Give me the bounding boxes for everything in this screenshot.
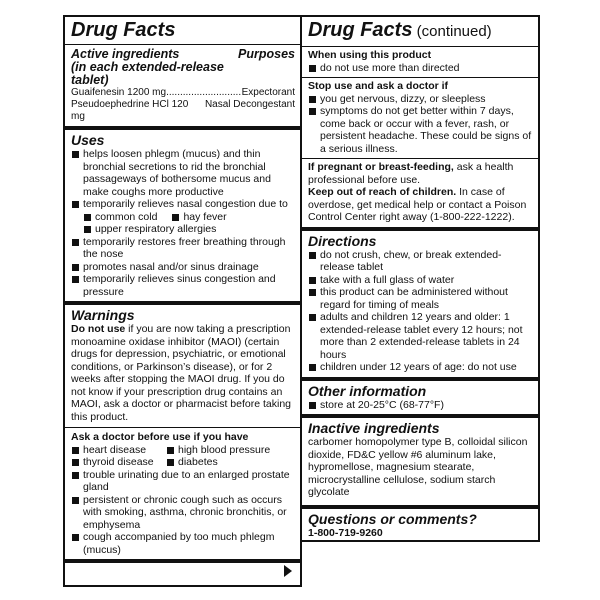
ingredient-name: Pseudoephedrine HCl 120 mg xyxy=(71,99,189,122)
uses-item: helps loosen phlegm (mucus) and thin bronchial secretions to rid the bronchial passageways of bothersome mucus and make coughs more productive xyxy=(71,148,295,198)
drug-facts-continued-title: Drug Facts (continued) xyxy=(308,19,492,41)
do-not-use-paragraph: Do not use if you are now taking a prescription monoamine oxidase inhibitor (MAOI) (certain drugs for depression, psychiatric, or emotional conditions, or Parkinson’s disease), or for 2 weeks after stopping the MAOI drug. If you do not know if your prescription drug contains an MAOI, ask a doctor or pharmacist before taking this product. xyxy=(71,323,292,423)
ingredient-name: Guaifenesin 1200 mg xyxy=(71,87,167,98)
directions-section xyxy=(302,231,538,381)
pregnancy-paragraph: If pregnant or breast-feeding, ask a health professional before use. xyxy=(308,161,514,186)
other-information-item: store at 20-25°C (68-77°F) xyxy=(308,399,533,412)
warnings-section xyxy=(65,305,300,563)
stop-use-item: you get nervous, dizzy, or sleepless xyxy=(308,93,533,106)
continue-arrow-icon xyxy=(284,565,292,577)
condition-item: cough accompanied by too much phlegm (mucus) xyxy=(71,531,295,556)
when-using-section xyxy=(302,47,538,78)
uses-heading: Uses xyxy=(71,132,105,148)
condition-item: persistent or chronic cough such as occurs with smoking, asthma, chronic bronchitis, or emphysema xyxy=(71,494,295,532)
ingredient-row xyxy=(71,99,295,123)
condition-item: high blood pressure xyxy=(166,444,295,457)
uses-subitem: common cold xyxy=(83,211,157,224)
questions-phone: 1-800-719-9260 xyxy=(308,526,383,539)
pregnancy-section xyxy=(302,159,538,231)
title-continued-section xyxy=(302,17,538,47)
directions-item: adults and children 12 years and older: 1 extended-release tablet every 12 hours; not more than 2 extended-release tablets in 24 hours xyxy=(308,311,533,361)
when-using-heading: When using this product xyxy=(308,49,432,61)
ingredient-row xyxy=(71,87,295,99)
inactive-ingredients-section xyxy=(302,418,538,509)
active-ingredients-heading: Active ingredients xyxy=(71,47,180,61)
stop-use-heading: Stop use and ask a doctor if xyxy=(308,80,449,92)
uses-subitem: hay fever xyxy=(171,211,226,224)
active-subheading-2: tablet) xyxy=(71,73,109,87)
drug-facts-title: Drug Facts xyxy=(71,19,176,41)
ingredient-purpose: Nasal Decongestant xyxy=(204,99,296,110)
stop-use-section xyxy=(302,78,538,159)
questions-section xyxy=(302,509,538,543)
uses-item: temporarily relieves nasal congestion due to xyxy=(71,198,295,211)
active-ingredients-section xyxy=(65,45,300,130)
condition-item: thyroid disease xyxy=(71,456,166,469)
ingredient-purpose: Expectorant xyxy=(241,87,295,98)
questions-heading: Questions or comments? xyxy=(308,510,477,527)
uses-section xyxy=(65,130,300,305)
inactive-ingredients-heading: Inactive ingredients xyxy=(308,420,440,436)
uses-item: promotes nasal and/or sinus drainage xyxy=(71,261,295,274)
directions-item: take with a full glass of water xyxy=(308,274,533,287)
ask-doctor-heading: Ask a doctor before use if you have xyxy=(71,431,249,443)
uses-subitem: upper respiratory allergies xyxy=(83,223,216,236)
drug-facts-right-panel xyxy=(302,15,540,542)
warnings-heading: Warnings xyxy=(71,307,135,323)
condition-item: diabetes xyxy=(166,456,295,469)
condition-item: trouble urinating due to an enlarged prostate gland xyxy=(71,469,295,494)
active-subheading-1: (in each extended-release xyxy=(71,60,224,74)
directions-heading: Directions xyxy=(308,232,377,249)
keep-out-paragraph: Keep out of reach of children. In case of overdose, get medical help or contact a Poison Control Center right away (1-800-222-1222). xyxy=(308,186,527,223)
title-section xyxy=(65,17,300,45)
stop-use-item: symptoms do not get better within 7 days, come back or occur with a fever, rash, or persistent headache. These could be signs of a serious illness. xyxy=(308,105,533,155)
condition-item: heart disease xyxy=(71,444,166,457)
drug-facts-left-panel xyxy=(63,15,302,587)
when-using-item: do not use more than directed xyxy=(308,62,533,75)
purposes-heading: Purposes xyxy=(238,47,295,61)
uses-item: temporarily relieves sinus congestion and pressure xyxy=(71,273,295,298)
other-information-heading: Other information xyxy=(308,382,427,399)
directions-item: children under 12 years of age: do not use xyxy=(308,361,533,374)
directions-item: this product can be administered without regard for timing of meals xyxy=(308,286,533,311)
inactive-ingredients-text: carbomer homopolymer type B, colloidal silicon dioxide, FD&C yellow #6 aluminum lake, hypromellose, magnesium stearate, microcrystalline cellulose, sodium starch glycolate xyxy=(308,436,528,498)
directions-item: do not crush, chew, or break extended-release tablet xyxy=(308,249,533,274)
other-information-section xyxy=(302,381,538,419)
uses-item: temporarily restores freer breathing through the nose xyxy=(71,236,295,261)
